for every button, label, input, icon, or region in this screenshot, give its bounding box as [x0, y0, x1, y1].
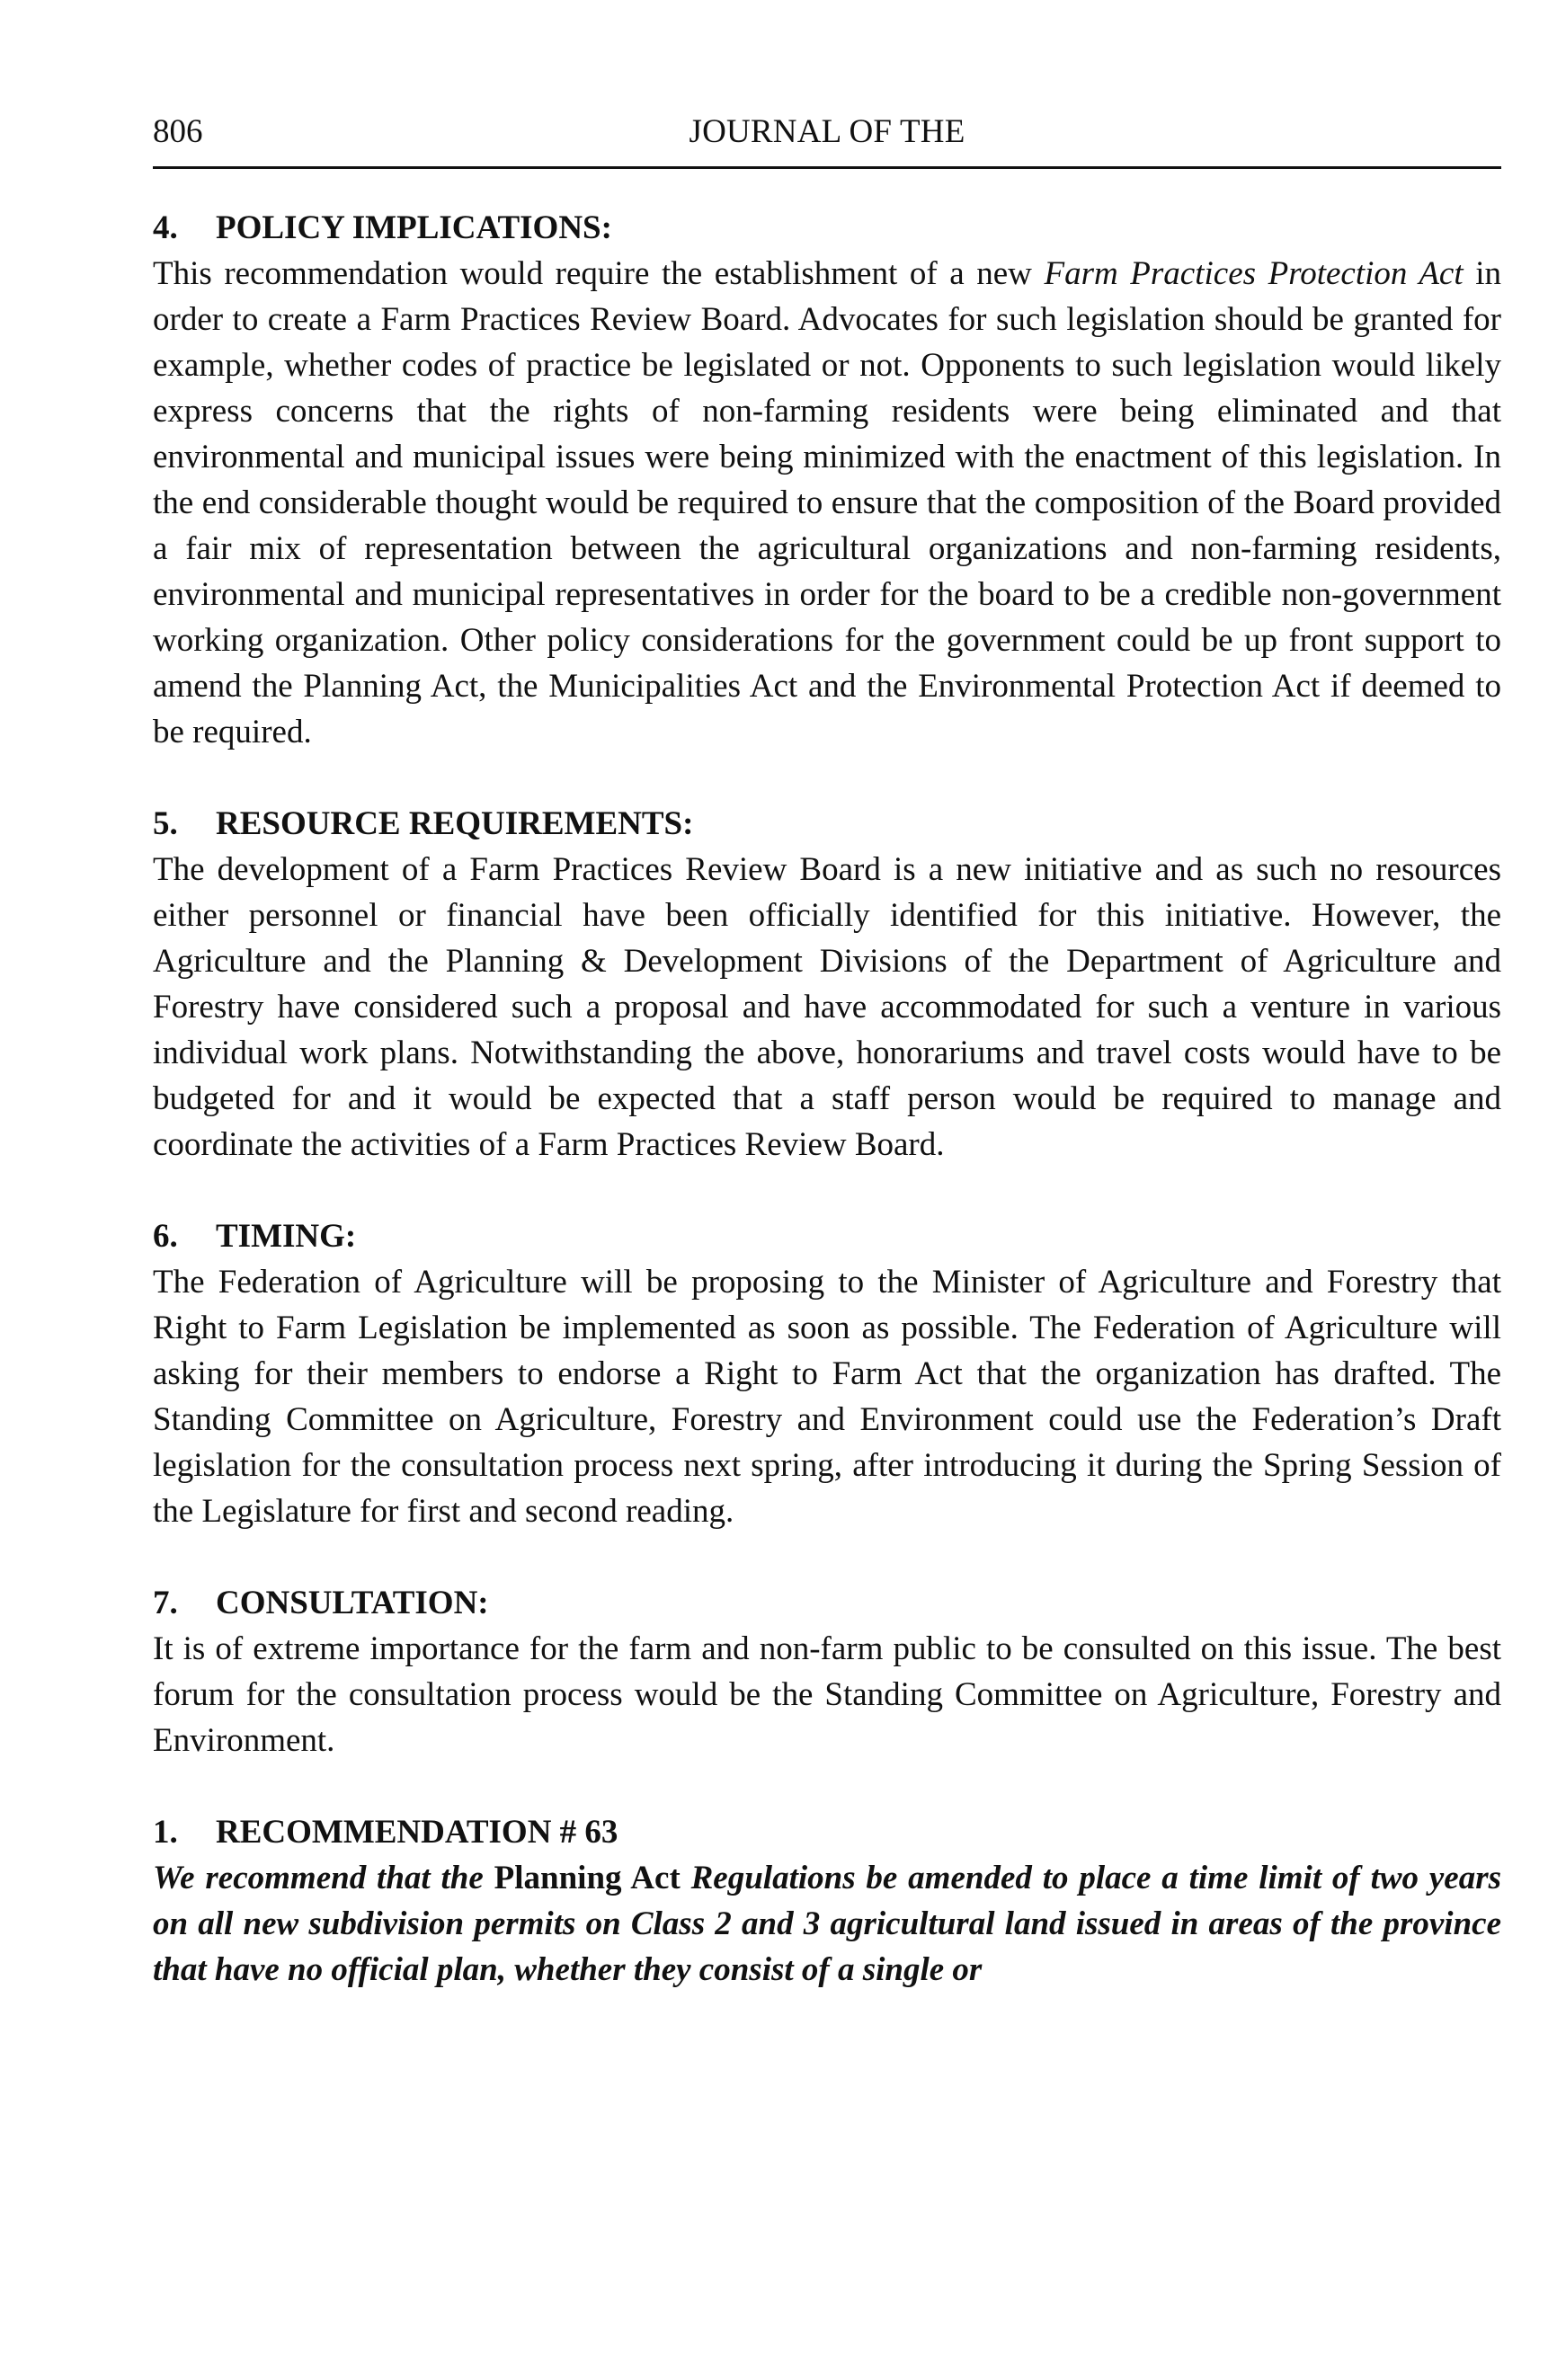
section-heading	[153, 1580, 1501, 1626]
planning-act-term: Planning Act	[494, 1860, 681, 1896]
section-paragraph: The Federation of Agriculture will be proposing to the Minister of Agriculture and Forestry that Right to Farm Legislation be implemented as soon as possible. The Federation of Agriculture will asking for their members to endorse a Right to Farm Act that the organization has drafted. The Standing Committee on Agriculture, Forestry and Environment could use the Federation’s Draft legislation for the consultation process next spring, after introducing it during the Spring Session of the Legislature for first and second reading.	[153, 1264, 1501, 1530]
document-body	[153, 205, 1501, 2038]
section-paragraph: The development of a Farm Practices Review Board is a new initiative and as such no resources either personnel or financial have been officially identified for this initiative. However, the Agriculture and the Planning & Development Divisions of the Department of Agriculture and Forestry have considered such a proposal and have accommodated for such a venture in various individual work plans. Notwithstanding the above, honorariums and travel costs would have to be budgeted for and it would be expected that a staff person would be required to manage and coordinate the activities of a Farm Practices Review Board.	[153, 851, 1501, 1163]
recommendation-section	[153, 1809, 1501, 1993]
section-number: 4.	[153, 209, 178, 246]
recommendation-paragraph	[153, 1855, 1501, 1993]
recommendation-text: Regulations be amended to place a time limit of two years on all new subdivision permits on Class 2 and 3 agricultural land issued in areas of the province that have no official plan, whether they consist of a single or	[153, 1860, 1502, 1988]
page-number: 806	[153, 113, 203, 150]
running-head: JOURNAL OF THE	[689, 113, 965, 150]
recommendation-heading	[153, 1809, 1501, 1855]
section-title: CONSULTATION:	[216, 1585, 489, 1621]
resource-requirements-section	[153, 801, 1501, 1168]
consultation-section	[153, 1580, 1501, 1763]
section-heading	[153, 1213, 1501, 1259]
act-title-emphasis: Farm Practices Protection Act	[1044, 255, 1464, 292]
section-number: 6.	[153, 1218, 178, 1255]
recommendation-title: RECOMMENDATION # 63	[216, 1814, 618, 1851]
section-paragraph: It is of extreme importance for the farm and non-farm public to be consulted on this issue. The best forum for the consultation process would be the Standing Committee on Agriculture, Forestry and Environment.	[153, 1630, 1501, 1759]
section-number: 5.	[153, 805, 178, 842]
section-paragraph	[153, 251, 1501, 755]
section-title: POLICY IMPLICATIONS:	[216, 209, 612, 246]
paragraph-text: This recommendation would require the establishment of a new	[153, 255, 1045, 292]
recommendation-text: We recommend that the	[153, 1860, 494, 1896]
section-heading	[153, 801, 1501, 847]
section-title: RESOURCE REQUIREMENTS:	[216, 805, 694, 842]
timing-section	[153, 1213, 1501, 1534]
paragraph-text: in order to create a Farm Practices Review Board. Advocates for such legislation should be granted for example, whether codes of practice be legislated or not. Opponents to such legislation would likely express concerns that the rights of non-farming residents were being eliminated and that environmental and municipal issues were being minimized with the enactment of this legislation. In the end considerable thought would be required to ensure that the composition of the Board provided a fair mix of representation between the agricultural organizations and non-farming residents, environmental and municipal representatives in order for the board to be a credible non-government working organization. Other policy considerations for the government could be up front support to amend the Planning Act, the Municipalities Act and the Environmental Protection Act if deemed to be required.	[153, 255, 1501, 750]
recommendation-number: 1.	[153, 1814, 178, 1851]
page-header	[153, 112, 1501, 169]
section-title: TIMING:	[216, 1218, 357, 1255]
section-heading	[153, 205, 1501, 251]
policy-implications-section	[153, 205, 1501, 755]
section-number: 7.	[153, 1585, 178, 1621]
